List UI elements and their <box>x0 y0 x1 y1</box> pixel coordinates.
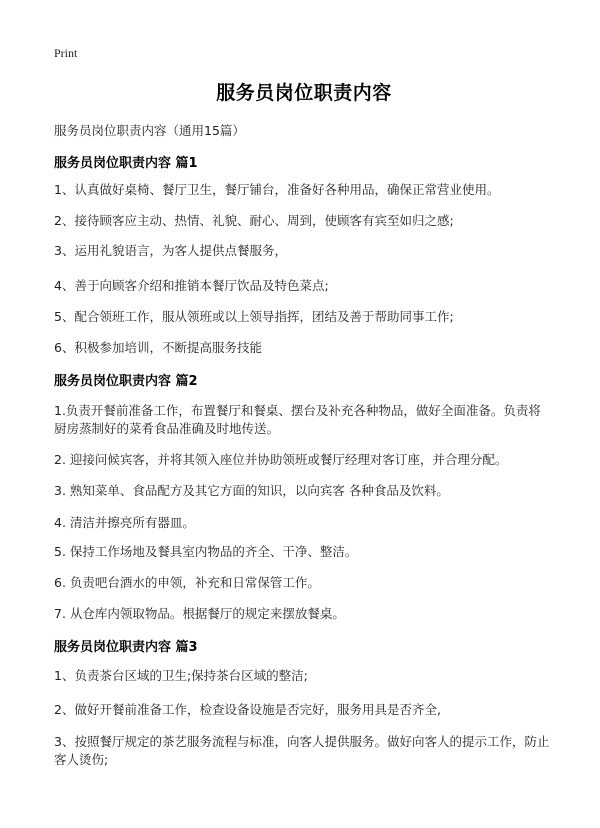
list-item: 1.负责开餐前准备工作，布置餐厅和餐桌、摆台及补充各种物品，做好全面准备。负责将厨房蒸制好的菜肴食品准确及时地传送。 <box>54 403 541 436</box>
list-item: 1、负责茶台区域的卫生;保持茶台区域的整洁; <box>54 668 308 683</box>
list-item: 2、接待顾客应主动、热情、礼貌、耐心、周到，使顾客有宾至如归之感; <box>54 213 454 228</box>
print-link[interactable]: Print <box>54 46 78 60</box>
list-item: 3、按照餐厅规定的茶艺服务流程与标准，向客人提供服务。做好向客人的提示工作，防止客人烫伤; <box>54 734 550 767</box>
list-item: 3、运用礼貌语言，为客人提供点餐服务， <box>54 243 287 258</box>
section-heading: 服务员岗位职责内容 篇3 <box>54 640 198 655</box>
page-subtitle: 服务员岗位职责内容（通用15篇） <box>54 123 245 138</box>
list-item: 7. 从仓库内领取物品。根据餐厅的规定来摆放餐桌。 <box>54 606 345 621</box>
section-heading: 服务员岗位职责内容 篇2 <box>54 374 198 389</box>
list-item: 1、认真做好桌椅、餐厅卫生，餐厅铺台，准备好各种用品，确保正常营业使用。 <box>54 182 500 197</box>
list-item: 4. 清洁并擦亮所有器皿。 <box>54 515 195 530</box>
list-item: 2、做好开餐前准备工作，检查设备设施是否完好，服务用具是否齐全, <box>54 702 441 717</box>
list-item: 5. 保持工作场地及餐具室内物品的齐全、干净、整洁。 <box>54 544 358 559</box>
page-title: 服务员岗位职责内容 <box>216 82 392 104</box>
list-item: 6. 负责吧台酒水的申领，补充和日常保管工作。 <box>54 575 320 590</box>
list-item: 2. 迎接问候宾客，并将其领入座位并协助领班或餐厅经理对客订座，并合理分配。 <box>54 452 508 467</box>
list-item: 5、配合领班工作，服从领班或以上领导指挥，团结及善于帮助同事工作; <box>54 309 454 324</box>
list-item: 6、积极参加培训，不断提高服务技能 <box>54 340 262 355</box>
list-item: 4、善于向顾客介绍和推销本餐厅饮品及特色菜点; <box>54 278 329 293</box>
list-item: 3. 熟知菜单、食品配方及其它方面的知识，以向宾客 各种食品及饮料。 <box>54 483 449 498</box>
section-heading: 服务员岗位职责内容 篇1 <box>54 156 198 171</box>
